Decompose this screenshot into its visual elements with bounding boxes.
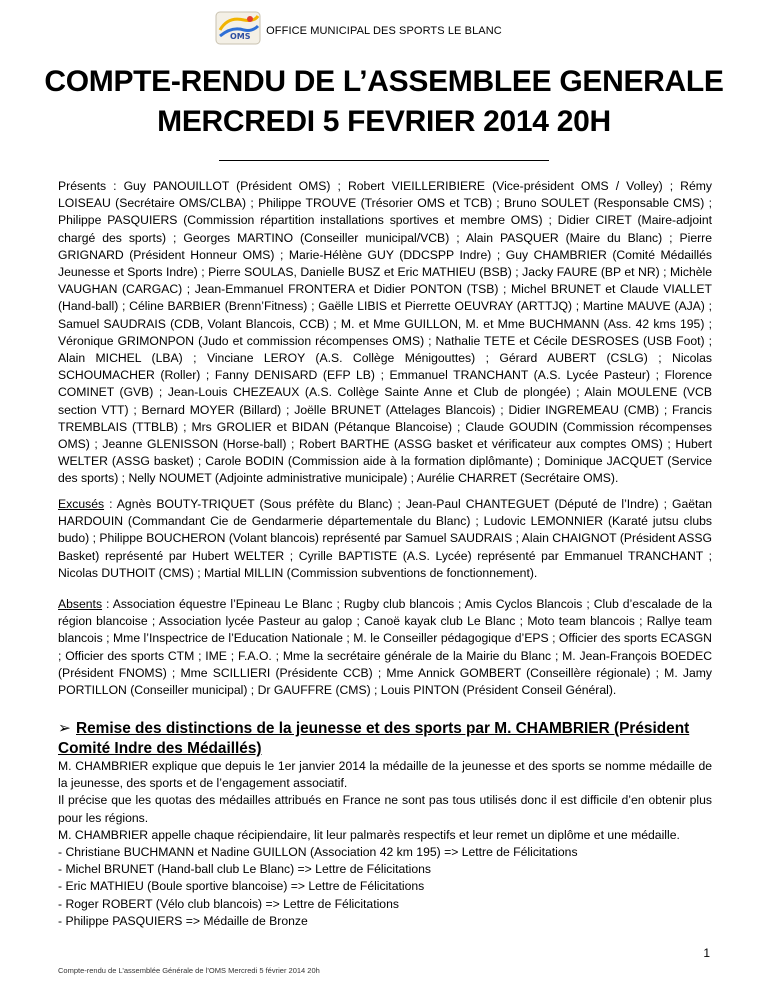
recipient-list [58, 844, 712, 930]
section-body [58, 758, 712, 930]
header-title: OFFICE MUNICIPAL DES SPORTS LE BLANC [266, 25, 502, 37]
list-item: - Christiane BUCHMANN et Nadine GUILLON (Association 42 km 195) => Lettre de Félicitations [58, 845, 578, 860]
excuses-text: : Agnès BOUTY-TRIQUET (Sous préfète du Blanc) ; Jean-Paul CHANTEGUET (Député de l’Indre) ; Gaëtan HARDOUIN (Commandant Cie de Gendarmerie départementale du Blanc) ; Ludovic LEMONNIER (Karaté jutsu clubs budo) ; Philippe BOUCHERON (Volant blancois) représenté par Samuel SAUDRAIS ; Alain CHAIGNOT (Président ASSG Basket) représenté par Hubert WELTER ; Cyrille BAPTISTE (A.S. Lycée) représenté par Emmanuel TRANCHANT ; Nicolas DUTHOIT (CMS) ; Martial MILLIN (Commission subventions de fonctionnement). [58, 497, 712, 580]
title-line-2: MERCREDI 5 FEVRIER 2014 20H [157, 105, 611, 138]
list-item: - Michel BRUNET (Hand-ball club Le Blanc) => Lettre de Félicitations [58, 862, 432, 877]
svg-text:OMS: OMS [230, 32, 251, 41]
excuses-paragraph [58, 496, 712, 582]
title-divider [219, 160, 549, 161]
section-heading [58, 719, 718, 759]
presents-paragraph: Présents : Guy PANOUILLOT (Président OMS) ; Robert VIEILLERIBIERE (Vice-président OMS / Volley) ; Rémy LOISEAU (Secrétaire OMS/CLBA) ; Philippe TROUVE (Trésorier OMS et TCB) ; Bruno SOULET (Responsable CMS) ; Philippe PASQUIERS (Commission répartition installations sportives et membre OMS) ; Didier CIRET (Maire-adjoint chargé des sports) ; Georges MARTINO (Conseiller municipal/VCB) ; Alain PASQUER (Maire du Blanc) ; Pierre GRIGNARD (Président Honneur OMS) ; Marie-Hélène GUY (DDCSPP Indre) ; Guy CHAMBRIER (Comité Médaillés Jeunesse et Sports Indre) ; Pierre SOULAS, Danielle BUSZ et Eric MATHIEU (BSB) ; Jacky FAURE (BP et NR) ; Michèle VAUGHAN (CARGAC) ; Jean-Emmanuel FRONTERA et Didier PONTON (TSB) ; Michel BRUNET et Claude VIALLET (Hand-ball) ; Céline BARBIER (Brenn’Fitness) ; Gaëlle LIBIS et Pierrette OEUVRAY (ARTTJQ) ; Martine MAUVE (AJA) ; Samuel SAUDRAIS (CDB, Volant Blancois, CCB) ; M. et Mme GUILLON, M. et Mme BUCHMANN (Ass. 42 kms 195) ; Véronique GRIMONPON (Judo et commission récompenses OMS) ; Nathalie TETE et Cécile DESROSES (USB Foot) ; Alain MICHEL (LBA) ; Vinciane LEROY (A.S. Collège Ménigouttes) ; Gérard AUBERT (CSLG) ; Nicolas SCHOUMACHER (Roller) ; Fanny DENISARD (EFP LB) ; Emmanuel TRANCHANT (A.S. Lycée Pasteur) ; Florence COMINET (GVB) ; Jean-Louis CHEZEAUX (A.S. Collège Sainte Anne et Club de plongée) ; Alain MOULENE (VCB section VTT) ; Bernard MOYER (Billard) ; Joëlle BRUNET (Attelages Blancois) ; Didier INGREMEAU (CMB) ; Francis TREMBLAIS (TTBLB) ; Mrs GROLIER et BIDAN (Pétanque Blancoise) ; Claude GOUDIN (Commission récompenses OMS) ; Jeanne GLENISSON (Horse-ball) ; Robert BARTHE (ASSG basket et vérificateur aux comptes OMS) ; Hubert WELTER (ASSG basket) ; Carole BODIN (Commission aide à la formation diplômante) ; Dominique JACQUET (Service des sports) ; Nelly NOUMET (Adjointe administrative municipale) ; Aurélie CHARRET (Secrétaire OMS). [58, 179, 712, 486]
section-paragraph-1: M. CHAMBRIER explique que depuis le 1er janvier 2014 la médaille de la jeunesse et des sports se nomme médaille de la jeunesse, des sports et de l’engagement associatif. [58, 759, 712, 791]
list-item: - Philippe PASQUIERS => Médaille de Bronze [58, 913, 308, 928]
page-title [0, 62, 768, 142]
absents-paragraph [58, 596, 712, 699]
list-item: - Eric MATHIEU (Boule sportive blancoise) => Lettre de Félicitations [58, 879, 425, 894]
footer-text: Compte-rendu de L’assemblée Générale de l’OMS Mercredi 5 février 2014 20h [58, 966, 320, 975]
list-item: - Roger ROBERT (Vélo club blancois) => Lettre de Félicitations [58, 896, 399, 911]
absents-text: : Association équestre l’Epineau Le Blanc ; Rugby club blancois ; Amis Cyclos Blancois ; Club d’escalade de la région blancoise ; Association lycée Pasteur au galop ; Canoë kayak club Le Blanc ; Moto team blancois ; Rallye team blancois ; Mme l’Inspectrice de l’Education Nationale ; M. le Conseiller pédagogique d’EPS ; Officier des sports ECASGN ; Officier des sports CTM ; IME ; F.A.O. ; Mme la secrétaire générale de la Mairie du Blanc ; M. Jean-François BOEDEC (Président FNOMS) ; Mme SCILLIERI (Présidente CCB) ; Mme Annick GOMBERT (Conseillère régionale) ; M. Jamy PORTILLON (Conseiller municipal) ; Dr GAUFFRE (CMS) ; Louis PINTON (Président Conseil Général). [58, 597, 712, 698]
excuses-label: Excusés [58, 497, 105, 511]
section-paragraph-2: Il précise que les quotas des médailles attribués en France ne sont pas tous utilisés donc il est difficile d’en obtenir plus pour les régions. [58, 793, 712, 825]
title-line-1: COMPTE-RENDU DE L’ASSEMBLEE GENERALE [44, 65, 724, 98]
section-heading-text: Remise des distinctions de la jeunesse et des sports par M. CHAMBRIER (Président Comité Indre des Médaillés) [58, 720, 690, 757]
arrow-bullet-icon: ➢ [58, 720, 71, 737]
page-number: 1 [703, 946, 710, 960]
section-paragraph-3: M. CHAMBRIER appelle chaque récipiendaire, lit leur palmarès respectifs et leur remet un diplôme et une médaille. [58, 827, 680, 842]
absents-label: Absents [58, 597, 103, 611]
